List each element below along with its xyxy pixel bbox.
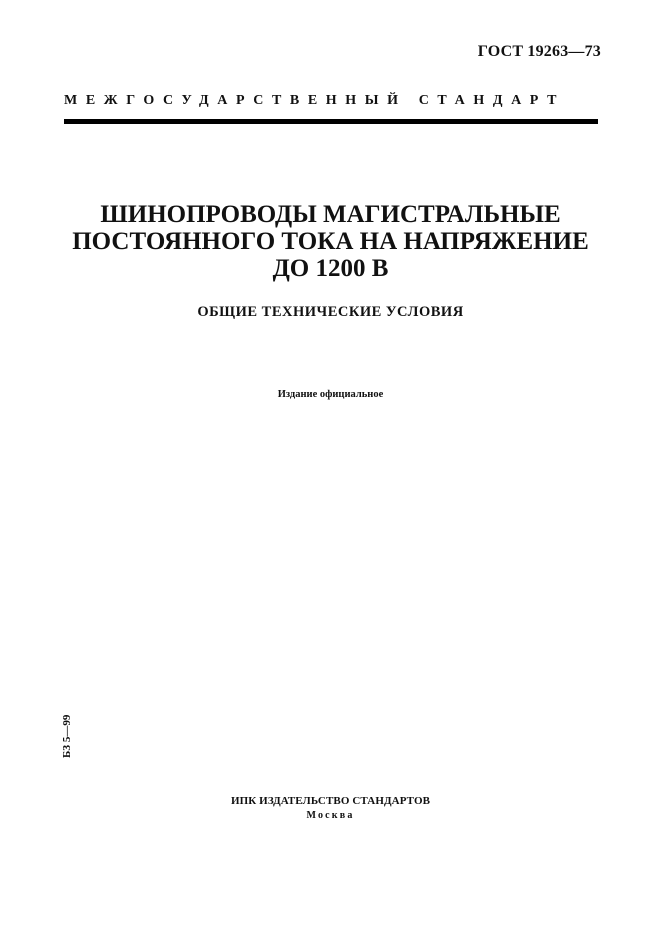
document-title: [0, 201, 661, 282]
edition-note: Издание официальное: [277, 389, 384, 400]
standard-type-heading: МЕЖГОСУДАРСТВЕННЫЙ СТАНДАРТ: [64, 93, 566, 108]
publisher-name: ИПК ИЗДАТЕЛЬСТВО СТАНДАРТОВ: [230, 795, 431, 807]
header-divider: [64, 119, 598, 124]
title-line-2: ПОСТОЯННОГО ТОКА НА НАПРЯЖЕНИЕ: [72, 228, 589, 255]
standard-number: ГОСТ 19263—73: [477, 43, 601, 60]
publisher-city: Москва: [306, 810, 355, 821]
side-mark: БЗ 5—99: [61, 714, 73, 758]
title-line-1: ШИНОПРОВОДЫ МАГИСТРАЛЬНЫЕ: [100, 201, 561, 228]
title-line-3: ДО 1200 В: [272, 255, 389, 282]
document-subtitle: ОБЩИЕ ТЕХНИЧЕСКИЕ УСЛОВИЯ: [197, 304, 464, 320]
